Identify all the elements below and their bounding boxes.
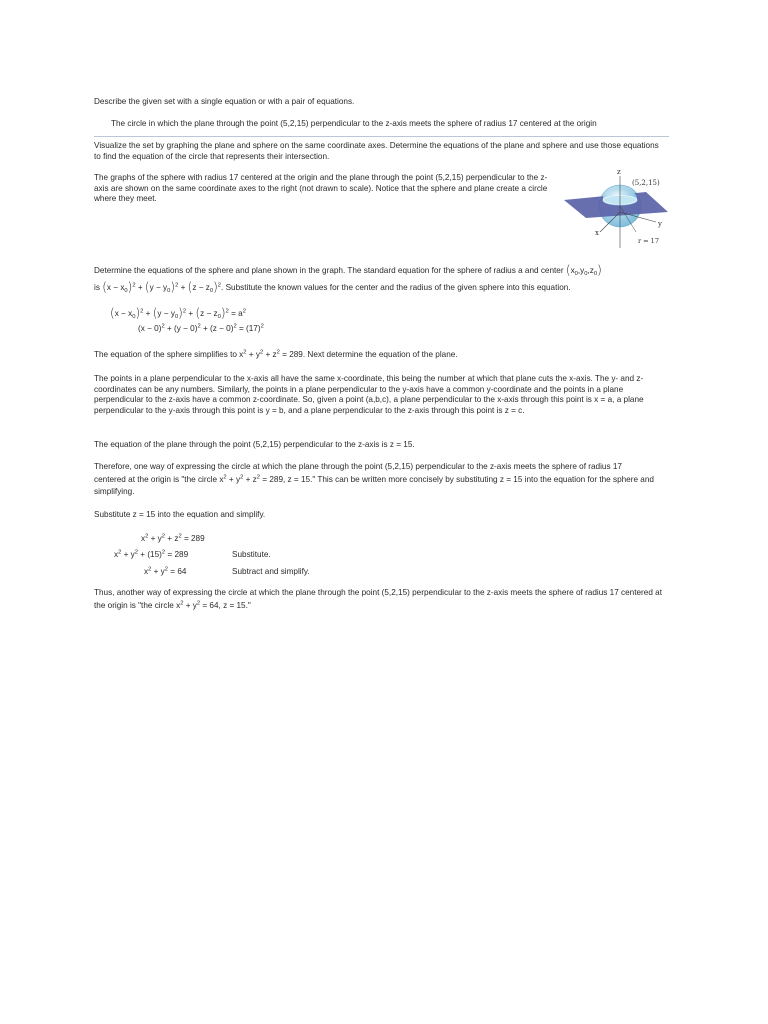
simplified-text-c: + z xyxy=(263,350,277,359)
y-axis-label: y xyxy=(658,220,662,228)
step-equation-1: $x^2 + y^2 + z^2 = 289$ xyxy=(141,533,205,543)
step-note-2: Substitute. xyxy=(232,550,271,559)
sphere-step-line2: is $(x - x_0)^2 + (y - y_0)^2 + (z - z_0)^2$. Substitute the known values for the center and the radius of the given sphere into this equation. xyxy=(94,280,571,294)
sphere-step-text-a: Determine the equations of the sphere and plane shown in the graph. The standard equation for the sphere of radius a and center xyxy=(94,266,564,275)
sphere-plane-figure xyxy=(558,162,670,252)
substitute-intro: Substitute z = 15 into the equation and simplify. xyxy=(94,510,266,519)
plane-equation-text: The equation of the plane through the point (5,2,15) perpendicular to the z-axis is z = 15. xyxy=(94,440,415,449)
step-equation-2: $x^2 + y^2 + (15)^2 = 289$ xyxy=(114,549,189,559)
intro-paragraph: Visualize the set by graphing the plane and sphere on the same coordinate axes. Determine the equations of the plane and sphere and use those equations to find the equation of the circle that represents their intersection. xyxy=(94,141,659,161)
problem-statement: The circle in which the plane through the point (5,2,15) perpendicular to the z-axis meets the sphere of radius 17 centered at the origin xyxy=(111,119,597,128)
point-label: (5,2,15) xyxy=(632,179,660,187)
simplified-text-b: + y xyxy=(246,350,260,359)
step-equation-3: $x^2 + y^2 = 64$ xyxy=(144,566,187,576)
simplified-text-d: = 289. Next determine the equation of the plane. xyxy=(279,350,458,359)
simplified-text-a: The equation of the sphere simplifies to x xyxy=(94,350,244,359)
divider xyxy=(94,136,669,137)
problem-instruction: Describe the given set with a single equation or with a pair of equations. xyxy=(94,97,355,106)
z-axis-label: z xyxy=(617,168,621,176)
sphere-step-line1: Determine the equations of the sphere and plane shown in the graph. The standard equation for the sphere of radius a and center $(x_0,y_0,z_0)$ xyxy=(94,263,602,277)
step-note-3: Subtract and simplify. xyxy=(232,567,310,576)
x-axis-label: x xyxy=(595,229,599,237)
conclusion-text-a: Thus, another way of expressing the circle at which the plane through the point (5,2,15) perpendicular to the z-axis meets the sphere of radius 17 centered at the origin is "the circle x xyxy=(94,588,662,610)
substituted-sphere-equation: $(x - 0)^2 + (y - 0)^2 + (z - 0)^2 = (17)^2$ xyxy=(138,323,264,333)
sphere-step-text-b: . Substitute the known values for the center and the radius of the given sphere into this equation. xyxy=(221,283,571,292)
therefore-paragraph: Therefore, one way of expressing the circle at which the plane through the point (5,2,15) perpendicular to the z-axis meets the sphere of radius 17 centered at the origin is "the circle $x^2 + y^2 + z^2 = 289$, z = 15." This can be written more concisely by substituting z = 15 into the equation for the sphere and simplifying. xyxy=(94,462,654,497)
therefore-text-d: = 289, z = 15." This can be written more concisely by substituting z = 15 into the equation for the sphere and simplifying. xyxy=(94,474,654,497)
therefore-text-c: + z xyxy=(243,474,257,484)
simplified-sphere-line: The equation of the sphere simplifies to $x^2 + y^2 + z^2 = 289$. Next determine the equation of the plane. xyxy=(94,349,458,359)
therefore-text-b: + y xyxy=(226,474,241,484)
general-sphere-equation: $(x - x_0)^2 + (y - y_0)^2 + (z - z_0)^2 = a^2$ xyxy=(110,306,246,320)
therefore-text-a: Therefore, one way of expressing the circle at which the plane through the point (5,2,15) perpendicular to the z-axis meets the sphere of radius 17 centered at the origin is "the circle x xyxy=(94,462,622,484)
sphere-step-is: is xyxy=(94,283,100,292)
graph-paragraph: The graphs of the sphere with radius 17 centered at the origin and the plane through the point (5,2,15) perpendicular to the z-axis are shown on the same coordinate axes to the right (not drawn to scale). Notice that the sphere and plane create a circle where they meet. xyxy=(94,173,548,203)
conclusion-text-b: + y xyxy=(183,600,197,610)
plane-paragraph: The points in a plane perpendicular to the x-axis all have the same x-coordinate, this being the number at which that plane cuts the x-axis. The y- and z-coordinates can be any numbers. Similarly, the points in a plane perpendicular to the y-axis have a common y-coordinate and the points in a plane perpendicular to the z-axis have a common z-coordinate. So, given a point (a,b,c), a plane perpendicular to the x-axis through this point is x = a, a plane perpendicular to the y-axis through this point is y = b, and a plane perpendicular to the z-axis through this point is z = c. xyxy=(94,374,644,415)
conclusion-paragraph: Thus, another way of expressing the circle at which the plane through the point (5,2,15) perpendicular to the z-axis meets the sphere of radius 17 centered at the origin is "the circle $x^2 + y^2 = 64$, z = 15." xyxy=(94,588,662,610)
radius-label: r = 17 xyxy=(638,237,659,245)
conclusion-text-c: = 64, z = 15." xyxy=(200,600,251,610)
